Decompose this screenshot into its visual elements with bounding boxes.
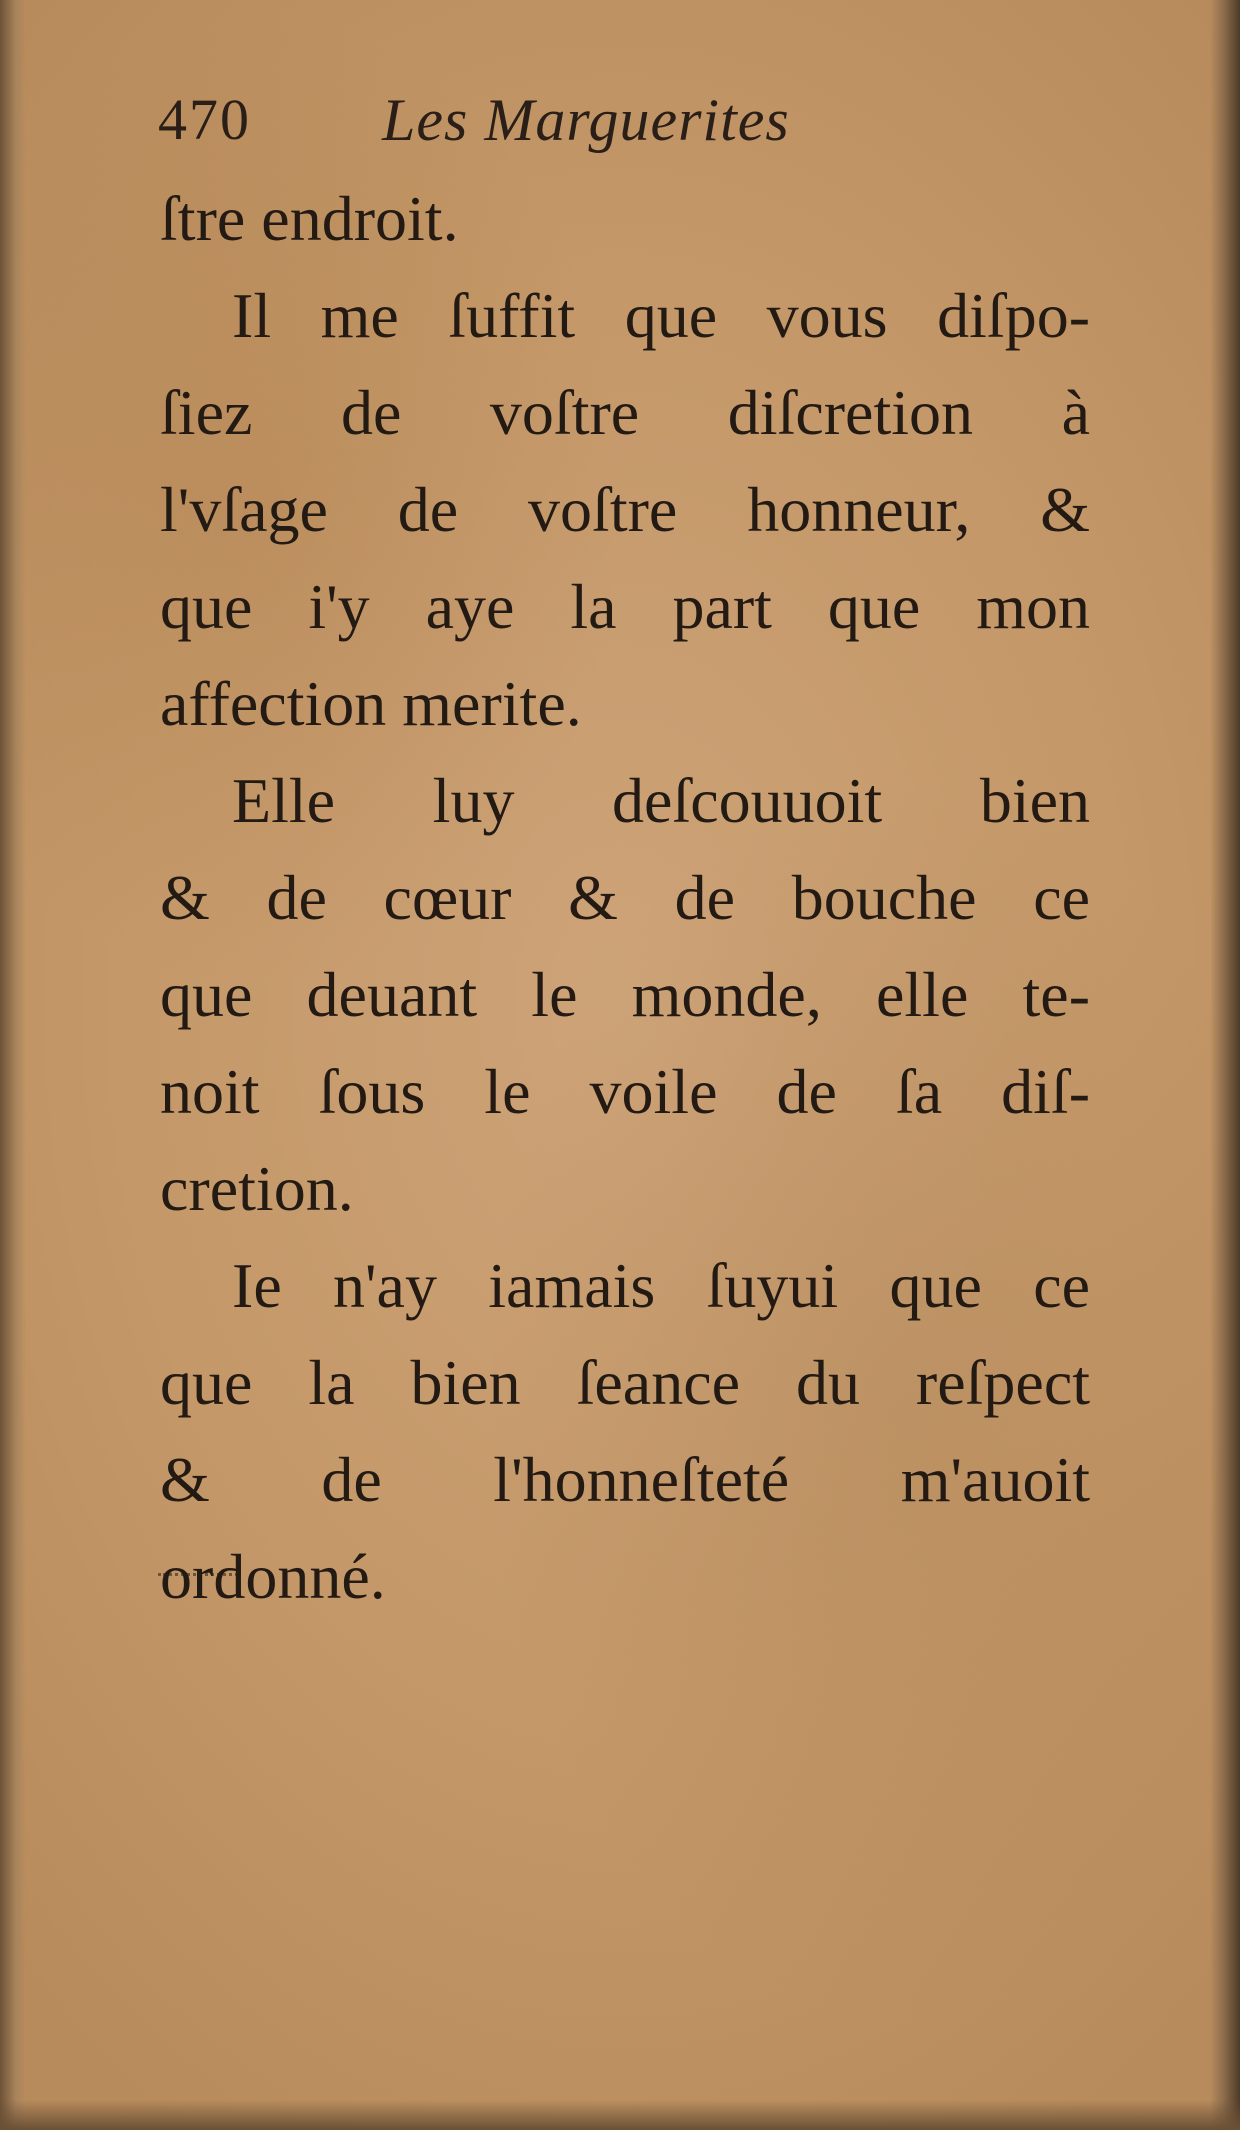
text-line: affection merite.: [160, 668, 582, 739]
text-line: que la bien ſeance du reſpect: [160, 1347, 1090, 1418]
text-line: ordonné.: [160, 1541, 386, 1612]
text-line: Il me ſuffit que vous diſpo-: [232, 280, 1090, 351]
text-line: & de cœur & de bouche ce: [160, 862, 1090, 933]
text-line: l'vſage de voſtre honneur, &: [160, 474, 1090, 545]
text-line: Elle luy deſcouuoit bien: [232, 765, 1090, 836]
page-right-edge: [1210, 0, 1240, 2130]
text-line: que i'y aye la part que mon: [160, 571, 1090, 642]
text-line: Ie n'ay iamais ſuyui que ce: [232, 1250, 1090, 1321]
running-title: Les Marguerites: [382, 87, 790, 153]
body-text: [160, 170, 1090, 1625]
text-line: que deuant le monde, elle te-: [160, 959, 1090, 1030]
page-bottom-edge: [0, 2100, 1240, 2130]
text-line: cretion.: [160, 1153, 354, 1224]
page-header: [150, 86, 1100, 156]
printer-mark: [158, 1573, 238, 1580]
text-line: & de l'honneſteté m'auoit: [160, 1444, 1090, 1515]
text-line: ſtre endroit.: [160, 183, 459, 254]
page-number: 470: [158, 87, 251, 152]
page-left-edge: [0, 0, 26, 2130]
text-line: noit ſous le voile de ſa diſ-: [160, 1056, 1090, 1127]
text-line: ſiez de voſtre diſcretion à: [160, 377, 1090, 448]
